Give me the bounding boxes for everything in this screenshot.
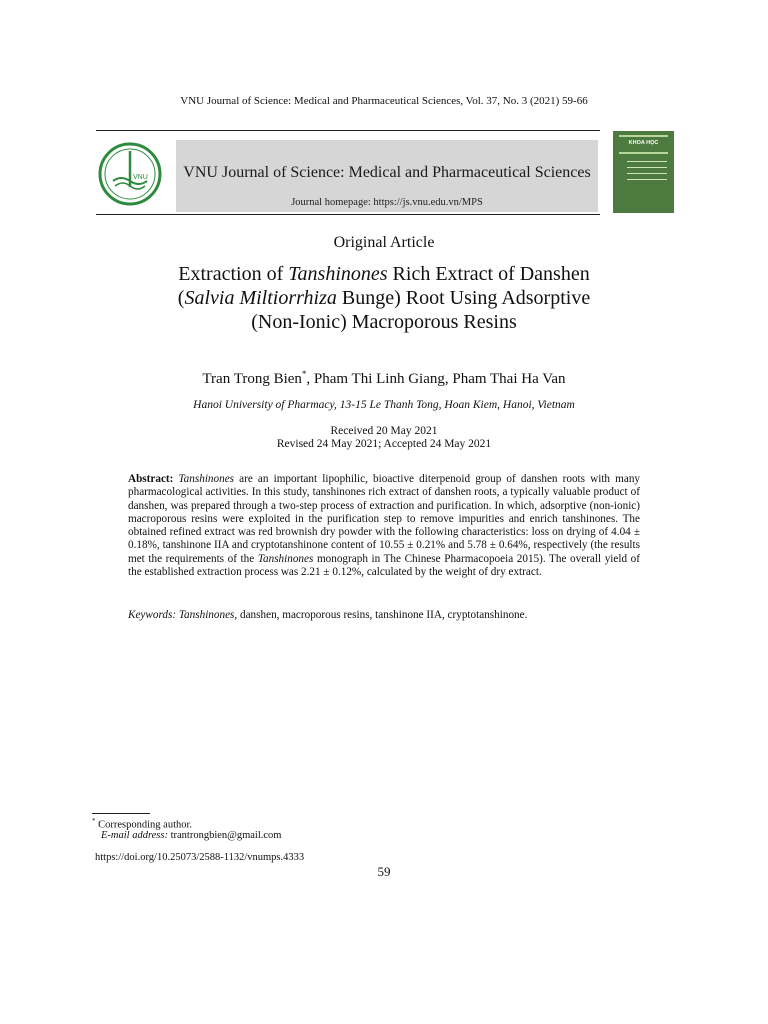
title-italic: Salvia Miltiorrhiza — [184, 287, 337, 309]
banner-rule-bottom — [96, 214, 600, 215]
cover-line — [627, 173, 667, 174]
abstract-text: monograph in The Chinese Pharmacopoeia 2015). The overall yield of the established extraction process was 2.21 ± 0.12%, calculated by the weight of dry extract. — [128, 552, 640, 579]
abstract — [128, 473, 640, 579]
running-head: VNU Journal of Science: Medical and Pharmaceutical Sciences, Vol. 37, No. 3 (2021) 59-66 — [180, 95, 588, 107]
keyword-list: , danshen, macroporous resins, tanshinone IIA, cryptotanshinone. — [234, 609, 528, 621]
keywords-label: Keywords: — [128, 609, 177, 621]
title-italic: Tanshinones — [288, 263, 388, 285]
article-type: Original Article — [333, 234, 435, 251]
footnote-email — [101, 830, 281, 841]
page-number: 59 — [377, 864, 391, 879]
author-list — [0, 369, 768, 388]
email-label: E-mail address: — [101, 830, 168, 841]
cover-line — [627, 179, 667, 180]
footnote-rule — [92, 813, 150, 814]
cover-line — [627, 161, 667, 162]
abstract-italic: Tanshinones — [178, 473, 235, 485]
received-date: Received 20 May 2021 — [330, 425, 438, 437]
revised-accepted-date: Revised 24 May 2021; Accepted 24 May 2021 — [276, 438, 492, 450]
footnote-mark: * — [92, 817, 96, 825]
author-names: , Pham Thi Linh Giang, Pham Thai Ha Van — [306, 371, 566, 387]
cover-title: KHOA HỌC — [628, 140, 659, 146]
journal-banner — [176, 140, 598, 212]
cover-band — [619, 135, 668, 137]
title-line-2 — [100, 286, 668, 310]
title-text: ( — [177, 287, 185, 309]
title-text: Bunge) Root Using Adsorptive — [336, 287, 591, 309]
cover-line — [627, 167, 667, 168]
email-link[interactable]: trantrongbien@gmail.com — [167, 830, 282, 841]
vnu-logo-icon — [97, 141, 163, 207]
title-text: Extraction of — [178, 263, 289, 285]
banner-title: VNU Journal of Science: Medical and Pharmaceutical Sciences — [183, 164, 591, 181]
footnote-text: Corresponding author. — [95, 819, 193, 831]
article-title — [100, 262, 668, 334]
author-name: Tran Trong Bien — [202, 371, 302, 387]
vnu-logo-text: VNU — [133, 174, 148, 181]
keywords — [128, 609, 640, 622]
journal-homepage-link[interactable]: Journal homepage: https://js.vnu.edu.vn/MPS — [291, 197, 483, 208]
title-line-1 — [100, 262, 668, 286]
keyword-italic: Tanshinones — [176, 609, 235, 621]
title-text: Rich Extract of Danshen — [387, 263, 590, 285]
affiliation: Hanoi University of Pharmacy, 13-15 Le Thanh Tong, Hoan Kiem, Hanoi, Vietnam — [193, 399, 575, 411]
corresponding-mark: * — [301, 369, 307, 379]
abstract-italic: Tanshinones — [257, 552, 314, 565]
cover-band — [619, 152, 668, 154]
journal-cover-image — [613, 131, 674, 213]
title-line-3: (Non-Ionic) Macroporous Resins — [251, 311, 517, 333]
doi-link[interactable]: https://doi.org/10.25073/2588-1132/vnumps.4333 — [95, 852, 305, 863]
banner-rule-top — [96, 130, 600, 131]
footnote-corresponding — [92, 817, 192, 831]
abstract-label: Abstract: — [128, 473, 174, 485]
abstract-text: are an important lipophilic, bioactive diterpenoid group of danshen roots with many pharmacological activities. In this study, tanshinones rich extract of danshen roots, a typically valuable product of danshen, was prepared through a two-step process of extraction and purification. In which, adsorptive (non-ionic) macroporous resins were exploited in the purification step to remove impurities and enrich tanshinones. The obtained refined extract was red brownish dry powder with the following characteristics: loss on drying of 4.04 ± 0.18%, tanshinone IIA and cryptotanshinone content of 10.55 ± 0.21% and 5.78 ± 0.64%, respectively (the results met the requirements of the — [128, 473, 641, 565]
